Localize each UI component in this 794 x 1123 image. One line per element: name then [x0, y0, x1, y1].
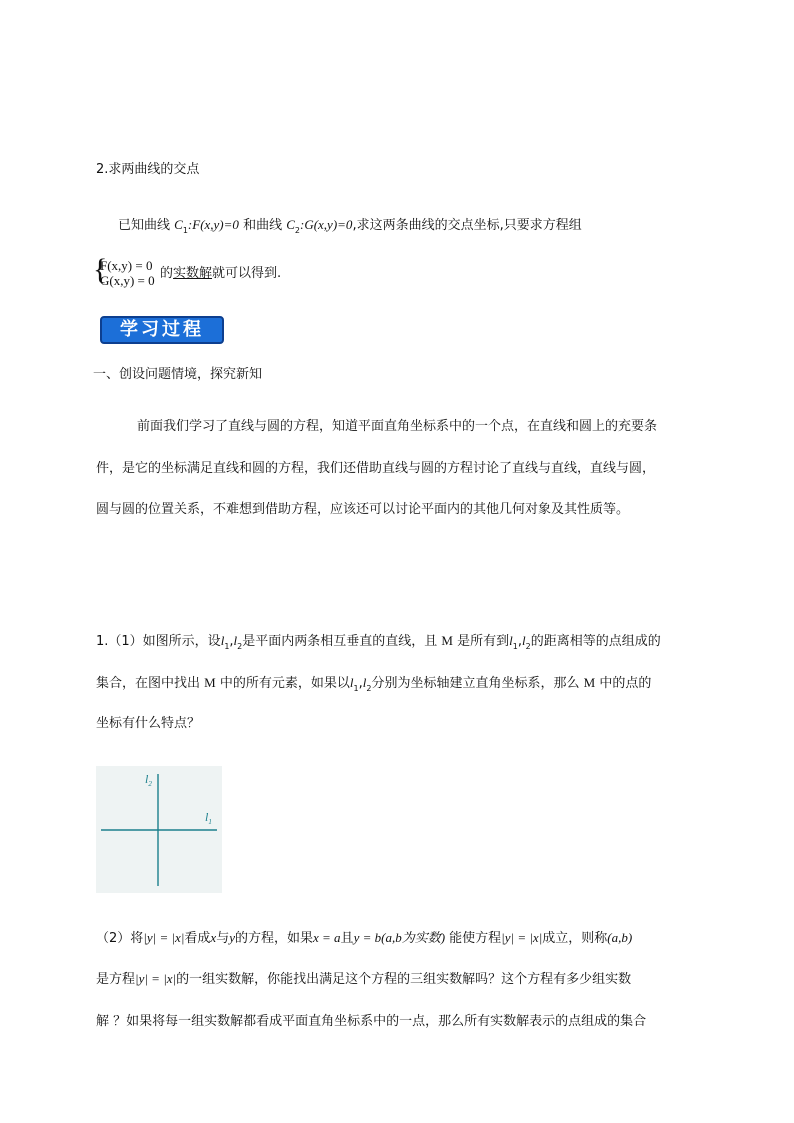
section-title: [96, 161, 199, 179]
q2-line-2: [96, 970, 631, 989]
q1-line2-a: 集合，在图中找出: [96, 676, 201, 691]
l1-sub-b: 1: [512, 642, 518, 651]
l1-symbol-b: l: [509, 633, 513, 648]
q1-text-c: 是所有到: [457, 634, 510, 649]
q2-text-c: 与: [216, 931, 230, 946]
known-text-2: 和曲线: [243, 218, 283, 233]
l2-symbol-c: l: [362, 675, 367, 690]
q2-text-d: 的方程，如果: [234, 931, 313, 946]
q2-x: x: [210, 930, 217, 945]
q2-equation-2: |y| = |x|: [501, 930, 543, 945]
label-l2-sub: 2: [148, 780, 152, 788]
l1-sub-c: 1: [353, 684, 359, 693]
q2-x-eq-a: x = a: [313, 930, 341, 945]
q1-comma-c: ,: [358, 676, 363, 691]
learning-process-badge: [100, 316, 224, 344]
q1-comma: ,: [229, 634, 234, 649]
q1-line-2: [96, 674, 651, 698]
q1-line2-d: 中的点的: [599, 676, 652, 691]
q2-text-e: 且: [340, 931, 354, 946]
part1-heading: 一、创设问题情境，探究新知: [93, 367, 263, 382]
l1-symbol-c: l: [349, 675, 354, 690]
l2-sub: 2: [237, 642, 243, 651]
q2-text-b: 看成: [184, 931, 211, 946]
l1-symbol: l: [220, 633, 225, 648]
l1-sub: 1: [224, 642, 230, 651]
q2-text-a: （2）将: [96, 931, 144, 946]
para-line-3: 圆与圆的位置关系，不难想到借助方程，应该还可以讨论平面内的其他几何对象及其性质等。: [96, 502, 630, 517]
curve-c1-subscript: 1: [182, 226, 188, 235]
curve-c2: C: [286, 217, 295, 232]
l2-sub-b: 2: [525, 642, 531, 651]
q1-line-1: [96, 632, 661, 656]
l2-symbol-b: l: [522, 633, 526, 648]
q2-line2-b: 的一组实数解，你能找出满足这个方程的三组实数解吗？这个方程有多少组实数: [176, 972, 632, 987]
q2-text-h: 成立，则称: [542, 931, 608, 946]
set-m-3: M: [583, 675, 596, 690]
section-title-text: 2.求两曲线的交点: [96, 162, 200, 177]
label-l1-letter: l: [205, 810, 209, 824]
perpendicular-lines-figure: [96, 766, 222, 893]
q1-line2-b: 中的所有元素，如果以: [219, 676, 350, 691]
para-line-2: 件，是它的坐标满足直线和圆的方程，我们还借助直线与圆的方程讨论了直线与直线，直线与圆，: [96, 461, 656, 476]
q2-ab: (a,b): [607, 930, 633, 945]
q2-line2-a: 是方程: [96, 972, 136, 987]
badge-label: 学习过程: [120, 319, 204, 340]
system-line-2: G(x,y) = 0: [100, 273, 155, 288]
curve-c1: C: [174, 217, 183, 232]
set-m: M: [441, 633, 453, 648]
system-text-2: 就可以得到.: [212, 266, 282, 281]
l2-symbol: l: [233, 633, 238, 648]
q1-comma-b: ,: [517, 634, 522, 649]
q2-equation: |y| = |x|: [143, 930, 185, 945]
curve-c2-subscript: 2: [294, 226, 300, 235]
q2-text-g: 能使方程: [445, 931, 502, 946]
q2-equation-3: |y| = |x|: [135, 971, 177, 986]
q1-line-3: 坐标有什么特点？: [96, 716, 201, 731]
label-l1: [205, 810, 212, 826]
q1-text-a: 1.（1）如图所示，设: [96, 634, 221, 649]
label-l2: [145, 772, 152, 788]
q2-line-3: 解 ？如果将每一组实数解都看成平面直角坐标系中的一点，那么所有实数解表示的点组成的集合: [96, 1014, 647, 1029]
q1-text-d: 的距离相等的点组成的: [530, 634, 661, 649]
known-text-3: ,求这两条曲线的交点坐标,只要求方程组: [352, 218, 582, 233]
q1-text-b: 是平面内两条相互垂直的直线，且: [242, 634, 438, 649]
system-description: [160, 265, 281, 283]
known-text-1: 已知曲线: [118, 218, 171, 233]
axes-drawing: [96, 766, 222, 893]
system-brace: {: [93, 253, 108, 286]
known-curves-line: [118, 216, 582, 240]
system-line-1: F(x,y) = 0: [100, 258, 153, 273]
l2-sub-c: 2: [366, 684, 372, 693]
q2-y-eq-b: y = b: [353, 930, 382, 945]
q2-y: y: [229, 930, 235, 945]
system-text-1: 的: [160, 266, 174, 281]
label-l2-letter: l: [145, 772, 149, 786]
q1-line2-c: 分别为坐标轴建立直角坐标系，那么: [371, 676, 580, 691]
q2-line-1: [96, 929, 632, 948]
label-l1-sub: 1: [208, 818, 212, 826]
set-m-2: M: [204, 675, 216, 690]
q2-ab-real: (a,b为实数): [381, 930, 446, 945]
equation-g: :G(x,y)=0: [299, 217, 353, 232]
para-line-1: 前面我们学习了直线与圆的方程，知道平面直角坐标系中的一个点，在直线和圆上的充要条: [137, 419, 658, 434]
equation-f: :F(x,y)=0: [187, 217, 239, 232]
system-underlined-term: 实数解: [173, 266, 213, 281]
